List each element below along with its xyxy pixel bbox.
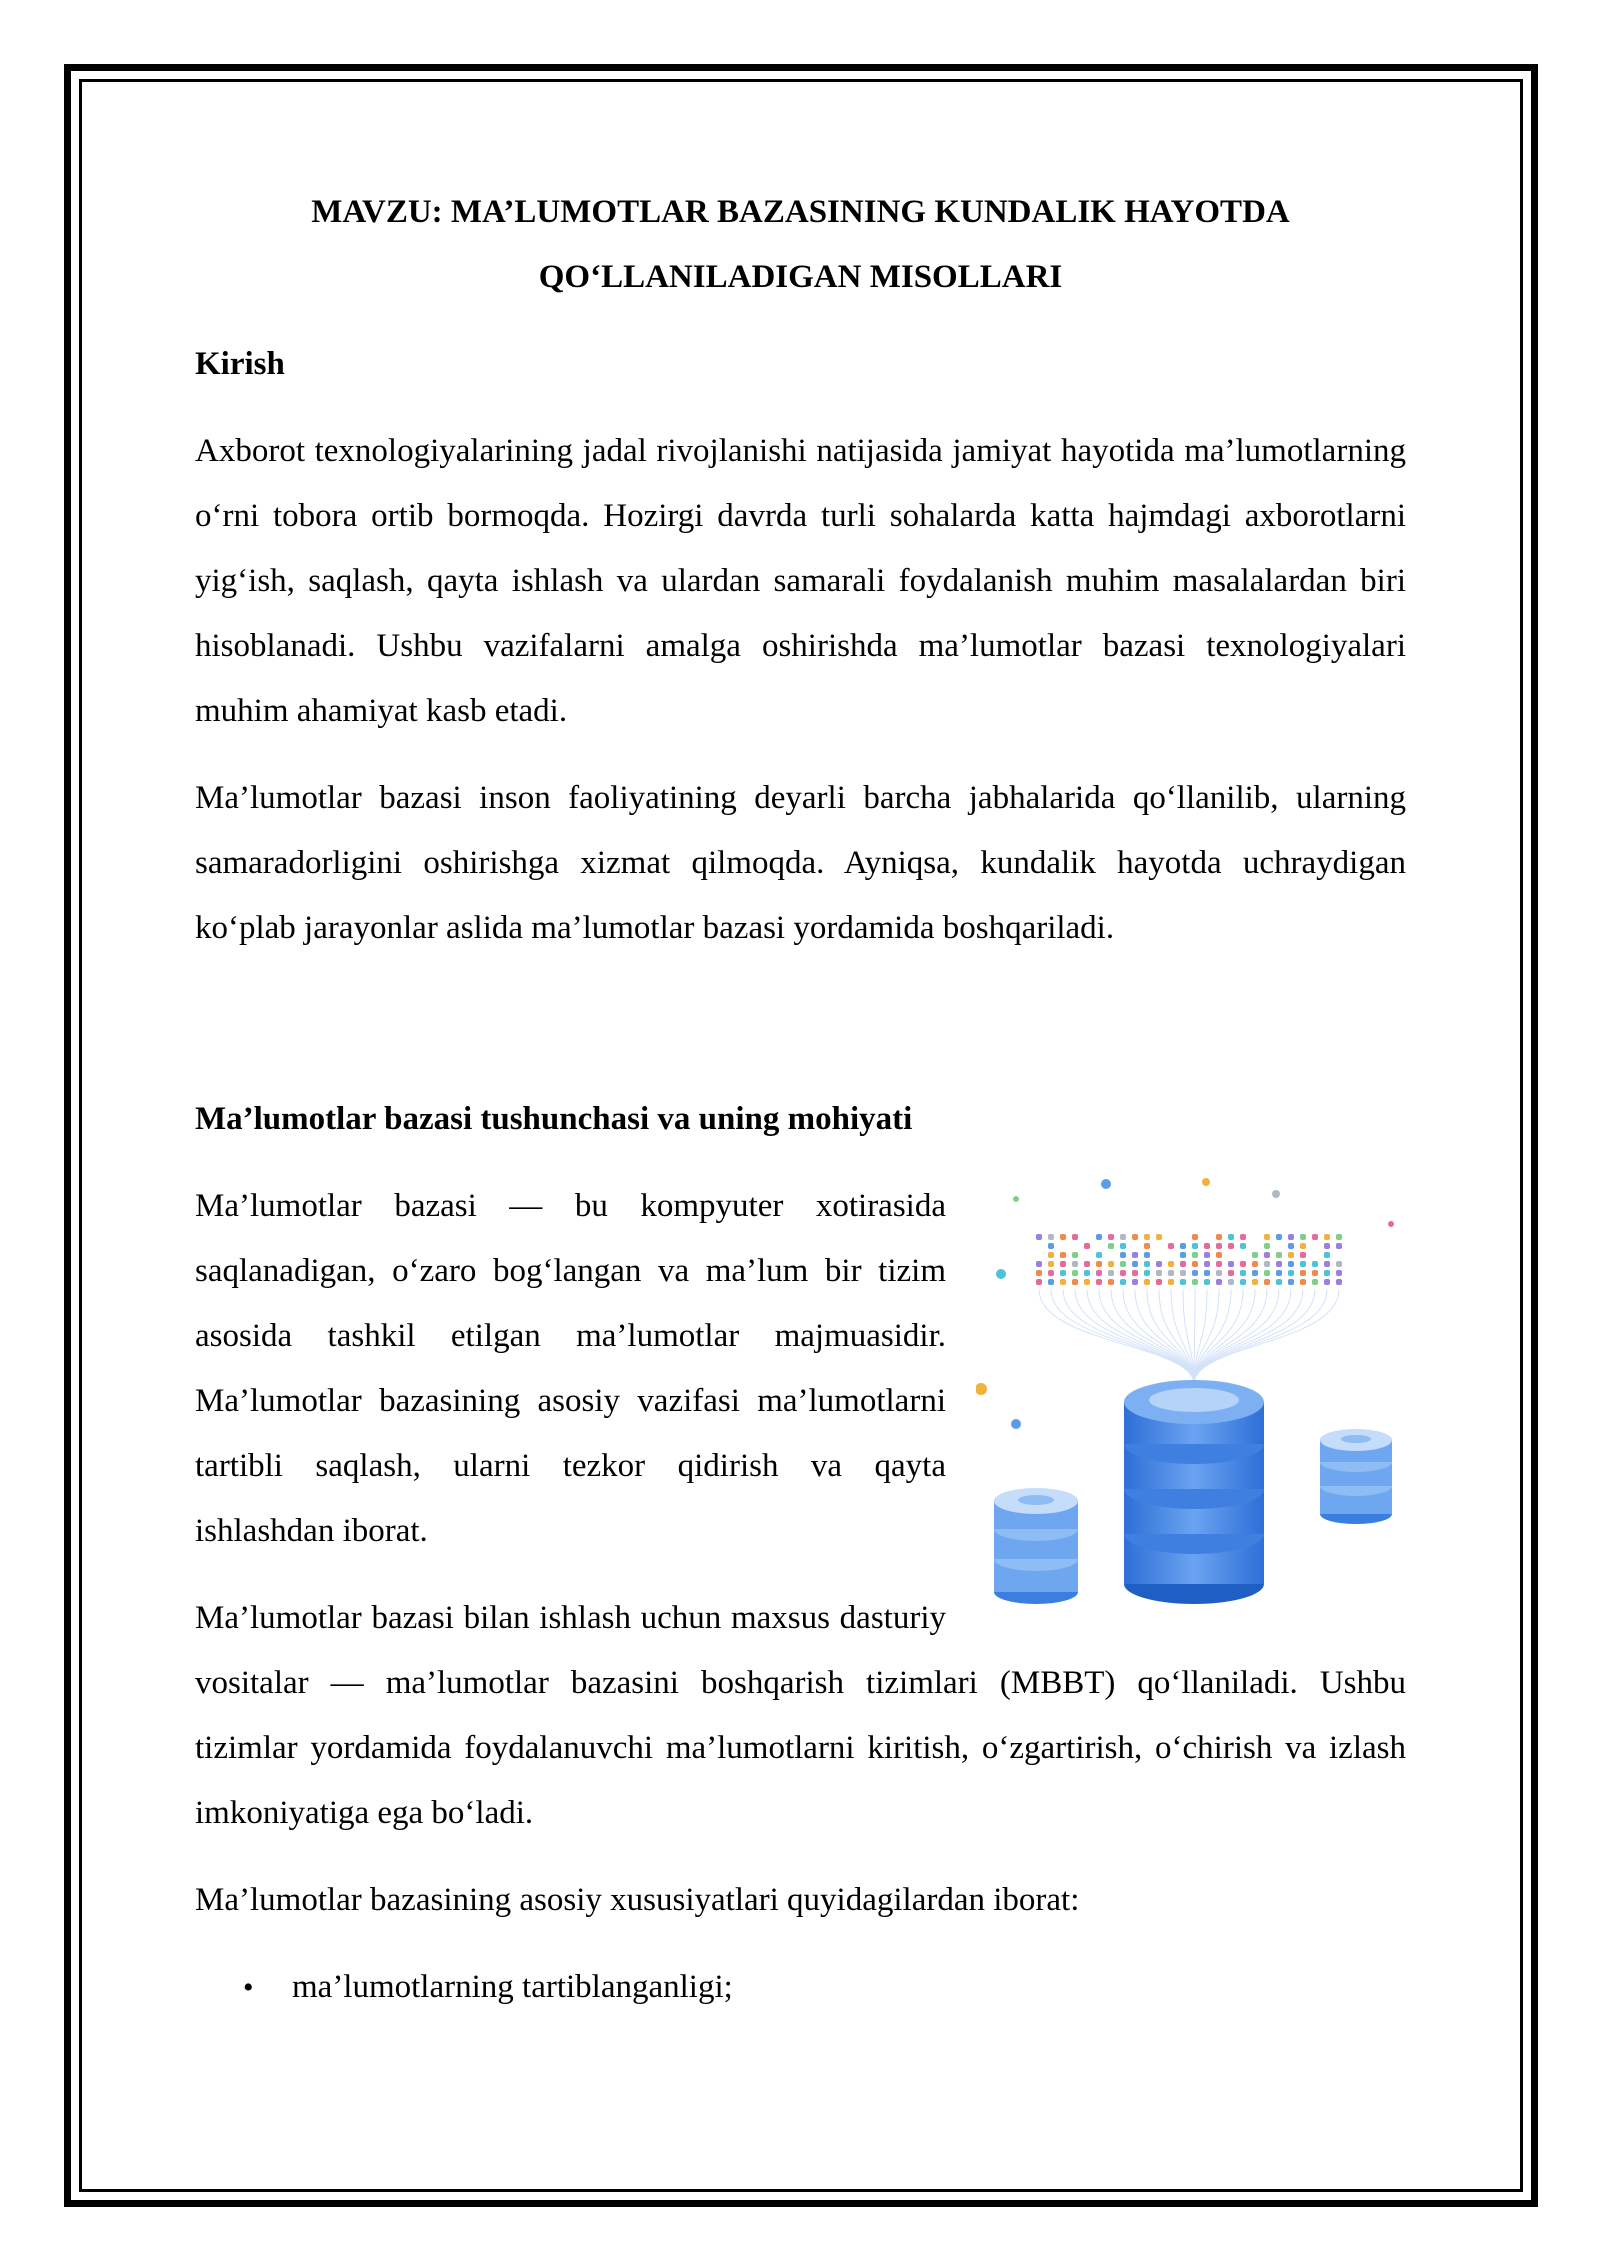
main-db-stack — [1124, 1380, 1264, 1604]
list-item: • ma’lumotlarning tartiblanganligi; — [195, 1955, 1406, 2020]
intro-paragraph-1: Axborot texnologiyalarining jadal rivojlanishi natijasida jamiyat hayotida ma’lumotlarning o‘rni tobora ortib bormoqda. Hozirgi davrda turli sohalarda katta hajmdagi axborotlarni yig‘ish, saqlash, qayta ishlash va ulardan samarali foydalanish muhim masalalardan biri hisoblanadi. Ushbu vazifalarni amalga oshirishda ma’lumotlar bazasi texnologiyalari muhim ahamiyat kasb etadi. — [195, 433, 1406, 729]
section-paragraph-1: Ma’lumotlar bazasi — bu kompyuter xotirasida saqlanadigan, o‘zaro bog‘langan va ma’lum bir tizim asosida tashkil etilgan ma’lumotlar majmuasidir. Ma’lumotlar bazasining asosiy vazifasi ma’lumotlarni tartibli saqlash, ularni tezkor qidirish va qayta ishlashdan iborat. — [195, 1188, 946, 1549]
document-page — [195, 180, 1406, 2020]
title-line-2: QO‘LLANILADIGAN MISOLLARI — [538, 259, 1063, 295]
document-title — [195, 180, 1406, 310]
section-heading: Ma’lumotlar bazasi tushunchasi va uning mohiyati — [195, 1101, 913, 1137]
title-line-1: MAVZU: MA’LUMOTLAR BAZASINING KUNDALIK HAYOTDA — [311, 194, 1290, 230]
features-list — [195, 1955, 1406, 2020]
section-body — [195, 1174, 1406, 2020]
left-db-stack — [994, 1488, 1078, 1604]
intro-heading: Kirish — [195, 346, 285, 382]
intro-paragraph-2: Ma’lumotlar bazasi inson faoliyatining deyarli barcha jabhalarida qo‘llanilib, ularning samaradorligini oshirishga xizmat qilmoqda. Ayniqsa, kundalik hayotda uchraydigan ko‘plab jarayonlar aslida ma’lumotlar bazasi yordamida boshqariladi. — [195, 780, 1406, 946]
section-paragraph-2: Ma’lumotlar bazasi bilan ishlash uchun maxsus dasturiy vositalar — ma’lumotlar bazasini boshqarish tizimlari (MBBT) qo‘llaniladi. Ushbu tizimlar yordamida foydalanuvchi ma’lumotlarni kiritish, o‘zgartirish, o‘chirish va izlash imkoniyatiga ega bo‘ladi. — [195, 1600, 1406, 1831]
section-paragraph-3: Ma’lumotlar bazasining asosiy xususiyatlari quyidagilardan iborat: — [195, 1882, 1080, 1918]
database-illustration — [976, 1174, 1406, 1619]
right-db-stack — [1320, 1429, 1392, 1524]
